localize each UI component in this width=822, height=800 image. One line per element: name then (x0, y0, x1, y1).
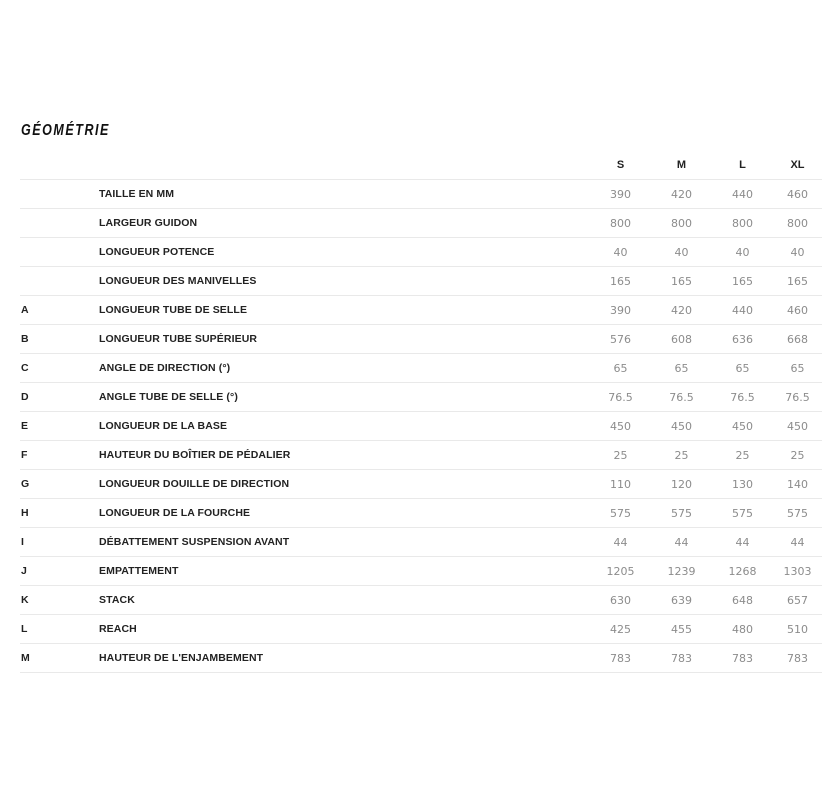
row-letter: M (20, 644, 99, 673)
value-cell-s: 110 (590, 470, 651, 499)
row-letter: I (20, 528, 99, 557)
table-row (20, 528, 822, 557)
value-cell-m: 165 (651, 267, 712, 296)
row-label: ANGLE DE DIRECTION (°) (99, 354, 590, 383)
value-cell-l: 76.5 (712, 383, 773, 412)
row-letter: H (20, 499, 99, 528)
value-cell-l: 165 (712, 267, 773, 296)
table-row (20, 267, 822, 296)
value-cell-l: 636 (712, 325, 773, 354)
row-label: STACK (99, 586, 590, 615)
table-body (20, 180, 822, 673)
table-row (20, 470, 822, 499)
table-row (20, 238, 822, 267)
row-letter (20, 180, 99, 209)
page-title: GÉOMÉTRIE (21, 122, 110, 139)
value-cell-m: 40 (651, 238, 712, 267)
table-row (20, 441, 822, 470)
row-label: LONGUEUR DE LA BASE (99, 412, 590, 441)
value-cell-s: 40 (590, 238, 651, 267)
value-cell-l: 40 (712, 238, 773, 267)
size-header-xl: XL (773, 151, 822, 180)
table-header-row (20, 151, 822, 180)
value-cell-xl: 668 (773, 325, 822, 354)
value-cell-xl: 165 (773, 267, 822, 296)
row-letter: J (20, 557, 99, 586)
row-letter: K (20, 586, 99, 615)
value-cell-xl: 140 (773, 470, 822, 499)
value-cell-xl: 450 (773, 412, 822, 441)
table-row (20, 354, 822, 383)
value-cell-s: 576 (590, 325, 651, 354)
row-letter: E (20, 412, 99, 441)
value-cell-xl: 460 (773, 296, 822, 325)
value-cell-m: 450 (651, 412, 712, 441)
value-cell-s: 1205 (590, 557, 651, 586)
table-row (20, 557, 822, 586)
row-letter: D (20, 383, 99, 412)
value-cell-s: 783 (590, 644, 651, 673)
value-cell-m: 120 (651, 470, 712, 499)
value-cell-s: 425 (590, 615, 651, 644)
table-row (20, 383, 822, 412)
row-label: LONGUEUR POTENCE (99, 238, 590, 267)
value-cell-xl: 657 (773, 586, 822, 615)
row-label: EMPATTEMENT (99, 557, 590, 586)
row-label: LARGEUR GUIDON (99, 209, 590, 238)
value-cell-s: 390 (590, 180, 651, 209)
value-cell-xl: 575 (773, 499, 822, 528)
table-row (20, 644, 822, 673)
value-cell-m: 420 (651, 180, 712, 209)
value-cell-xl: 783 (773, 644, 822, 673)
value-cell-s: 44 (590, 528, 651, 557)
row-letter: G (20, 470, 99, 499)
table-row (20, 499, 822, 528)
header-letter-cell (20, 151, 99, 180)
row-letter (20, 267, 99, 296)
value-cell-l: 130 (712, 470, 773, 499)
row-label: REACH (99, 615, 590, 644)
value-cell-m: 1239 (651, 557, 712, 586)
row-label: TAILLE EN MM (99, 180, 590, 209)
value-cell-l: 1268 (712, 557, 773, 586)
row-label: DÉBATTEMENT SUSPENSION AVANT (99, 528, 590, 557)
value-cell-xl: 800 (773, 209, 822, 238)
value-cell-l: 450 (712, 412, 773, 441)
row-letter (20, 238, 99, 267)
value-cell-s: 65 (590, 354, 651, 383)
value-cell-l: 800 (712, 209, 773, 238)
size-header-s: S (590, 151, 651, 180)
row-label: HAUTEUR DU BOÎTIER DE PÉDALIER (99, 441, 590, 470)
value-cell-m: 76.5 (651, 383, 712, 412)
value-cell-m: 44 (651, 528, 712, 557)
table-row (20, 412, 822, 441)
value-cell-l: 440 (712, 296, 773, 325)
header-label-cell (99, 151, 590, 180)
value-cell-l: 440 (712, 180, 773, 209)
table-row (20, 325, 822, 354)
value-cell-s: 165 (590, 267, 651, 296)
value-cell-l: 44 (712, 528, 773, 557)
value-cell-l: 648 (712, 586, 773, 615)
value-cell-xl: 65 (773, 354, 822, 383)
row-label: ANGLE TUBE DE SELLE (°) (99, 383, 590, 412)
row-letter: F (20, 441, 99, 470)
row-label: LONGUEUR DE LA FOURCHE (99, 499, 590, 528)
value-cell-m: 608 (651, 325, 712, 354)
value-cell-xl: 1303 (773, 557, 822, 586)
row-letter: A (20, 296, 99, 325)
value-cell-xl: 40 (773, 238, 822, 267)
value-cell-m: 575 (651, 499, 712, 528)
table-row (20, 180, 822, 209)
row-letter (20, 209, 99, 238)
row-letter: L (20, 615, 99, 644)
size-header-l: L (712, 151, 773, 180)
size-header-m: M (651, 151, 712, 180)
row-letter: B (20, 325, 99, 354)
table-row (20, 615, 822, 644)
value-cell-s: 25 (590, 441, 651, 470)
value-cell-m: 639 (651, 586, 712, 615)
value-cell-xl: 25 (773, 441, 822, 470)
value-cell-m: 783 (651, 644, 712, 673)
value-cell-xl: 76.5 (773, 383, 822, 412)
value-cell-l: 480 (712, 615, 773, 644)
value-cell-m: 25 (651, 441, 712, 470)
value-cell-l: 783 (712, 644, 773, 673)
value-cell-s: 390 (590, 296, 651, 325)
value-cell-xl: 510 (773, 615, 822, 644)
table-row (20, 586, 822, 615)
value-cell-m: 455 (651, 615, 712, 644)
value-cell-s: 630 (590, 586, 651, 615)
row-letter: C (20, 354, 99, 383)
row-label: LONGUEUR DOUILLE DE DIRECTION (99, 470, 590, 499)
geometry-table (20, 151, 822, 673)
value-cell-m: 420 (651, 296, 712, 325)
table-row (20, 209, 822, 238)
row-label: LONGUEUR DES MANIVELLES (99, 267, 590, 296)
value-cell-s: 800 (590, 209, 651, 238)
value-cell-l: 25 (712, 441, 773, 470)
row-label: HAUTEUR DE L'ENJAMBEMENT (99, 644, 590, 673)
value-cell-l: 65 (712, 354, 773, 383)
value-cell-s: 450 (590, 412, 651, 441)
row-label: LONGUEUR TUBE DE SELLE (99, 296, 590, 325)
value-cell-s: 575 (590, 499, 651, 528)
value-cell-m: 65 (651, 354, 712, 383)
value-cell-l: 575 (712, 499, 773, 528)
value-cell-s: 76.5 (590, 383, 651, 412)
value-cell-m: 800 (651, 209, 712, 238)
value-cell-xl: 460 (773, 180, 822, 209)
value-cell-xl: 44 (773, 528, 822, 557)
row-label: LONGUEUR TUBE SUPÉRIEUR (99, 325, 590, 354)
table-row (20, 296, 822, 325)
